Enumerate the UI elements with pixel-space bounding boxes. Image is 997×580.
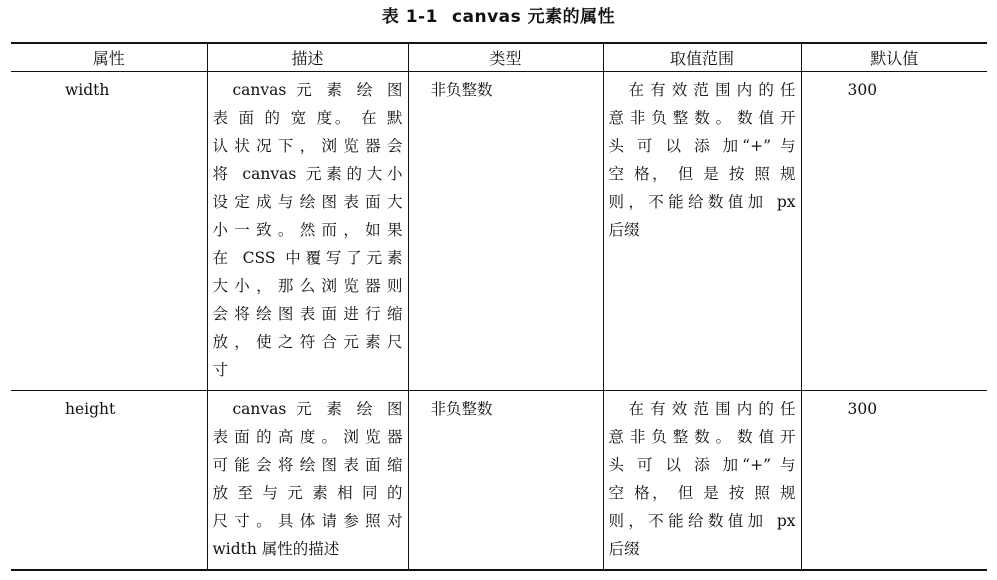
cell-text-line: 大小，那么浏览器则 [212, 277, 403, 295]
attributes-table [11, 42, 987, 571]
cell-text-line: 空 格， 但 是 按 照 规 [608, 165, 796, 183]
cell-text-line: 意非负整数。数值开 [608, 109, 796, 127]
cell-text-line: 意非负整数。数值开 [608, 428, 796, 446]
attribute-name-cell: width [65, 81, 110, 99]
table-title: canvas 元素的属性 [451, 7, 616, 27]
cell-text-line: 在有效范围内的任 [628, 81, 796, 99]
attribute-name-cell: height [65, 400, 116, 418]
type-cell: 非负整数 [408, 72, 603, 391]
cell-text-line: 将 canvas 元素的大小 [212, 165, 403, 183]
default-value-cell: 300 [801, 391, 987, 571]
cell-text-line: 头 可 以 添 加“+” 与 [608, 137, 796, 155]
header-type: 类型 [408, 43, 603, 72]
table-row [11, 72, 987, 391]
cell-text-line: 表面的高度。浏览器 [212, 428, 403, 446]
cell-text-line: 表 面 的 宽 度。 在 默 [212, 109, 403, 127]
cell-text-line: 在 CSS 中覆写了元素 [212, 249, 403, 267]
range-cell [603, 72, 801, 391]
description-cell [207, 72, 408, 391]
cell-text-line: 可能会将绘图表面缩 [212, 456, 403, 474]
header-row [11, 43, 987, 72]
header-range: 取值范围 [603, 43, 801, 72]
header-default: 默认值 [801, 43, 987, 72]
cell-text-line: 寸 [212, 361, 229, 379]
cell-text-line: 认状况下，浏览器会 [212, 137, 403, 155]
range-cell [603, 391, 801, 571]
cell-text-line: canvas 元 素 绘 图 [232, 81, 403, 99]
cell-text-line: 则，不能给数值加 px [608, 193, 796, 211]
type-cell: 非负整数 [408, 391, 603, 571]
cell-text-line: 放，使之符合元素尺 [212, 333, 403, 351]
description-cell [207, 391, 408, 571]
cell-text-line: 后缀 [608, 540, 640, 558]
cell-text-line: 后缀 [608, 221, 640, 239]
cell-text-line: 头 可 以 添 加“+” 与 [608, 456, 796, 474]
cell-text-line: 设定成与绘图表面大 [212, 193, 403, 211]
cell-text-line: 放 至 与 元 素 相 同 的 [212, 484, 403, 502]
cell-text-line: 则，不能给数值加 px [608, 512, 796, 530]
table-row [11, 391, 987, 571]
cell-text-line: 空 格， 但 是 按 照 规 [608, 484, 796, 502]
cell-text-line: 在有效范围内的任 [628, 400, 796, 418]
cell-text-line: 尺寸。具体请参照对 [212, 512, 403, 530]
cell-text-line: 会将绘图表面进行缩 [212, 305, 403, 323]
table-number: 表 1-1 [381, 7, 438, 27]
header-attribute: 属性 [92, 49, 125, 68]
cell-text-line: canvas 元 素 绘 图 [232, 400, 403, 418]
header-description: 描述 [207, 43, 408, 72]
table-caption [0, 2, 997, 32]
default-value-cell: 300 [801, 72, 987, 391]
cell-text-line: 小一致。然而，如果 [212, 221, 403, 239]
cell-text-line: width 属性的描述 [212, 540, 340, 558]
